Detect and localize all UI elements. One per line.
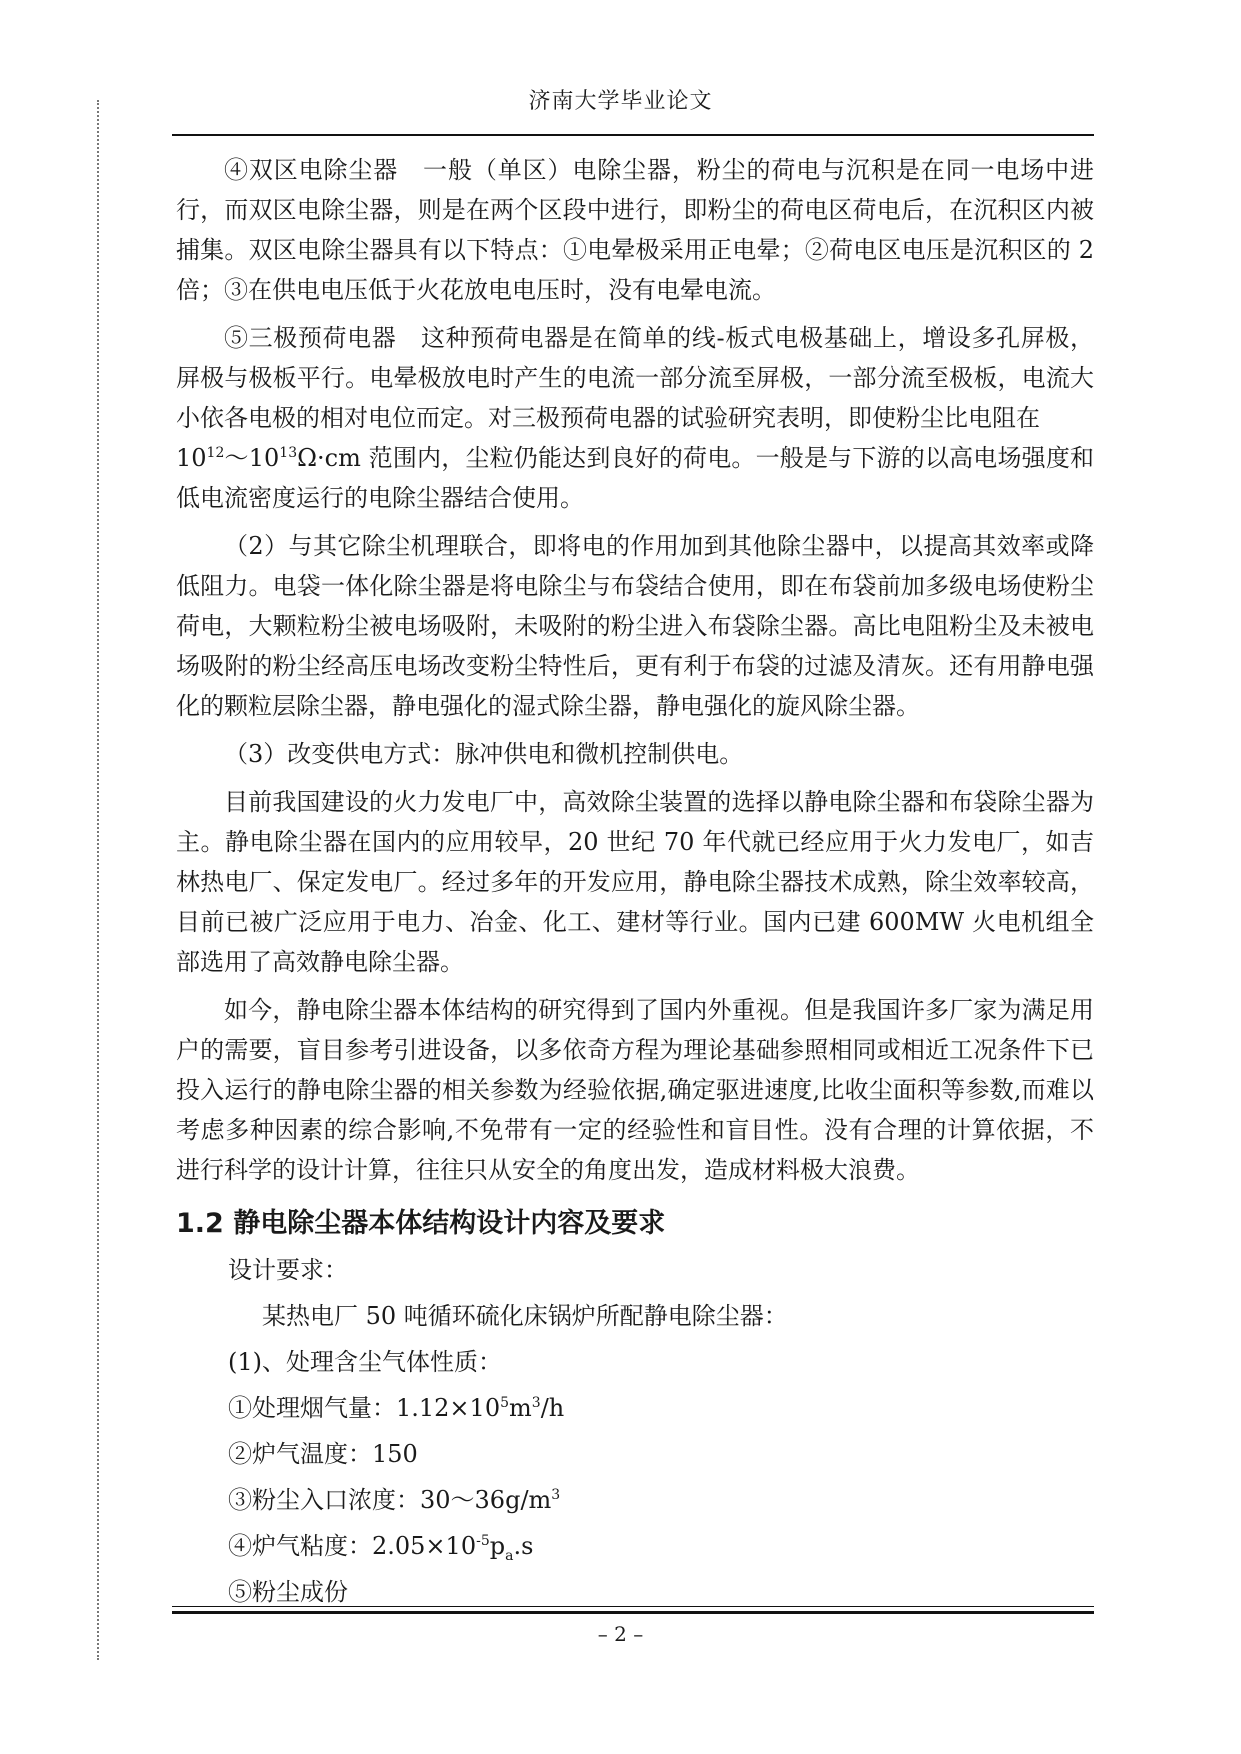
- document-body: [176, 150, 1094, 1612]
- section-heading: 1.2 静电除尘器本体结构设计内容及要求: [176, 1208, 666, 1239]
- requirement-flue-gas-volume: ①处理烟气量：$1.12\times 10^5m^3/h$: [228, 1394, 565, 1422]
- requirement-gas-temperature: ②炉气温度：150: [228, 1440, 418, 1468]
- binding-dotted-line: [97, 100, 99, 1660]
- requirement-inlet-concentration: ③粉尘入口浓度：$30\sim 36g/m^3$: [228, 1486, 561, 1514]
- paragraph-domestic-application: 目前我国建设的火力发电厂中，高效除尘装置的选择以静电除尘器和布袋除尘器为主。静电除尘器在国内的应用较早，20 世纪 70 年代就已经应用于火力发电厂，如吉林热电厂、保定发电厂。经过多年的开发应用，静电除尘器技术成熟，除尘效率较高，目前已被广泛应用于电力、冶金、化工、建材等行业。国内已建 600MW 火电机组全部选用了高效静电除尘器。: [176, 788, 1094, 976]
- paragraph-dual-zone: ④双区电除尘器 一般（单区）电除尘器，粉尘的荷电与沉积是在同一电场中进行，而双区电除尘器，则是在两个区段中进行，即粉尘的荷电区荷电后，在沉积区内被捕集。双区电除尘器具有以下特点：①电晕极采用正电晕；②荷电区电压是沉积区的 2 倍；③在供电电压低于火花放电电压时，没有电晕电流。: [176, 156, 1094, 304]
- paragraph-triode-precharger: ⑤三极预荷电器 这种预荷电器是在简单的线-板式电极基础上，增设多孔屏极，屏极与极板平行。电晕极放电时产生的电流一部分流至屏极，一部分流至极板，电流大小依各电极的相对电位而定。对三极预荷电器的试验研究表明，即使粉尘比电阻在: [176, 324, 1094, 432]
- paragraph-power-supply: （3）改变供电方式：脉冲供电和微机控制供电。: [224, 740, 744, 768]
- paragraph-resistivity: $10^{12}\sim 10^{13}\Omega\cdot cm$ 范围内，尘粒仍能达到良好的荷电。一般是与下游的以高电场强度和低电流密度运行的电除尘器结合使用。: [176, 444, 1095, 512]
- requirement-dust-composition: ⑤粉尘成份: [228, 1578, 348, 1606]
- requirement-gas-viscosity: ④炉气粘度：$2.05\times 10^{-5}p_a.s$: [228, 1532, 534, 1564]
- footer-rule-thick: [172, 1611, 1094, 1614]
- paragraph-current-status: 如今，静电除尘器本体结构的研究得到了国内外重视。但是我国许多厂家为满足用户的需要，盲目参考引进设备，以多依奇方程为理论基础参照相同或相近工况条件下已投入运行的静电除尘器的相关参数为经验依据,确定驱进速度,比收尘面积等参数,而难以考虑多种因素的综合影响,不免带有一定的经验性和盲目性。没有合理的计算依据，不进行科学的设计计算，往往只从安全的角度出发，造成材料极大浪费。: [176, 996, 1094, 1184]
- page-header: 济南大学毕业论文: [528, 89, 713, 114]
- page-number: – 2 –: [597, 1622, 644, 1646]
- requirements-subject: 某热电厂 50 吨循环硫化床锅炉所配静电除尘器：: [262, 1302, 788, 1330]
- paragraph-combined-mechanisms: （2）与其它除尘机理联合，即将电的作用加到其他除尘器中，以提高其效率或降低阻力。电袋一体化除尘器是将电除尘与布袋结合使用，即在布袋前加多级电场使粉尘荷电，大颗粒粉尘被电场吸附，未吸附的粉尘进入布袋除尘器。高比电阻粉尘及未被电场吸附的粉尘经高压电场改变粉尘特性后，更有利于布袋的过滤及清灰。还有用静电强化的颗粒层除尘器，静电强化的湿式除尘器，静电强化的旋风除尘器。: [176, 532, 1094, 720]
- requirement-item-1: (1)、处理含尘气体性质：: [228, 1348, 502, 1376]
- footer-rule-thin: [172, 1606, 1094, 1607]
- header-rule: [172, 134, 1094, 136]
- requirements-label: 设计要求：: [228, 1256, 348, 1284]
